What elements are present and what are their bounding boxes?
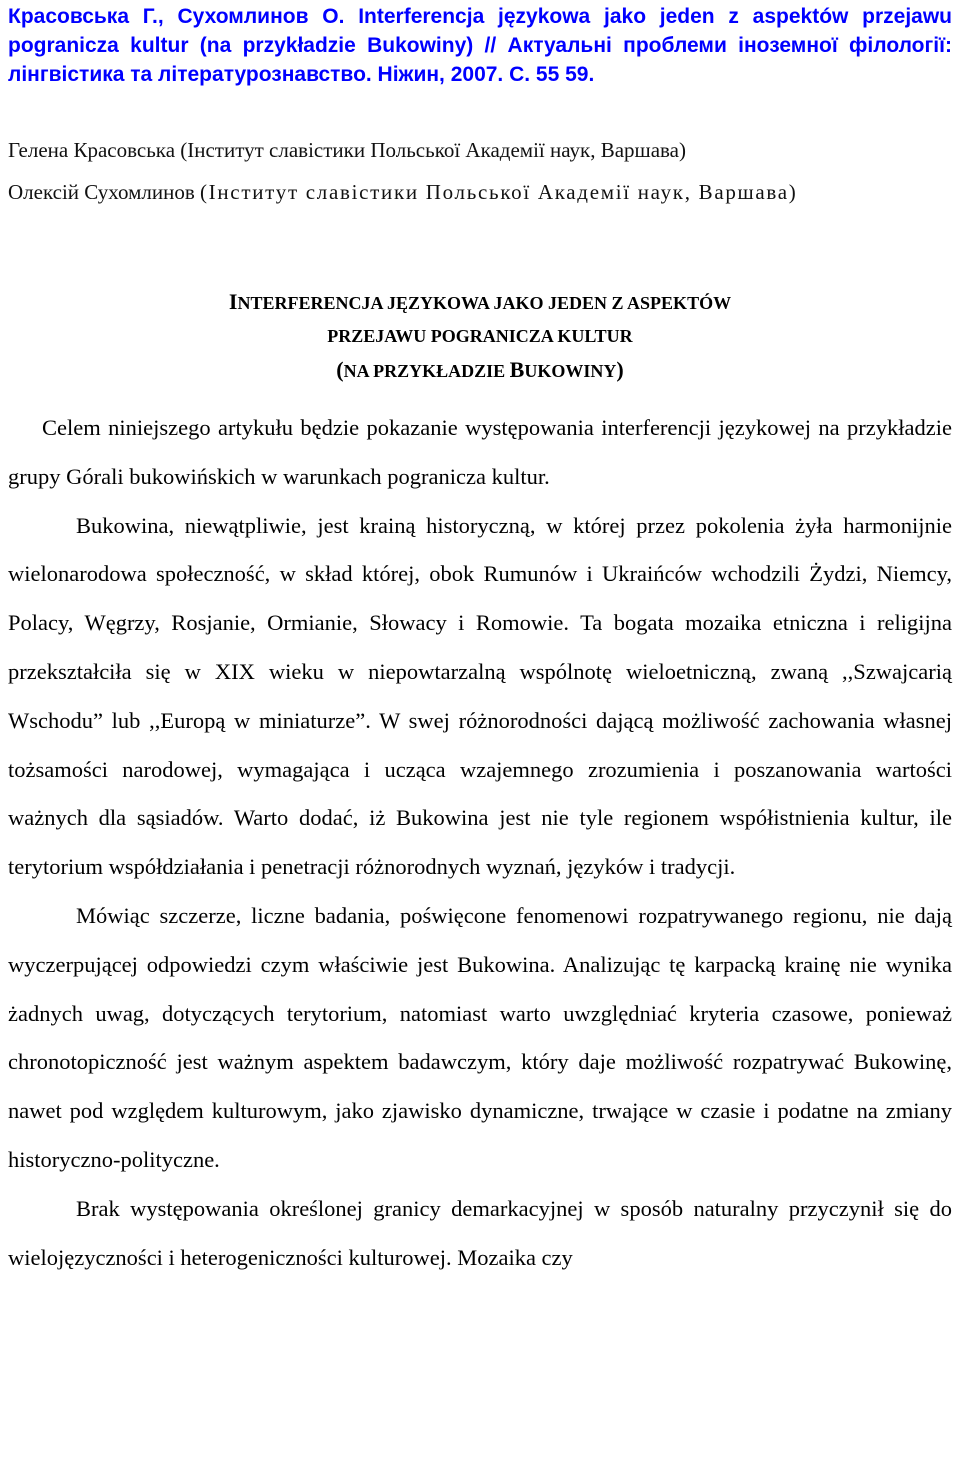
author-line [8, 136, 952, 164]
title-line-2: PRZEJAWU POGRANICZA KULTUR [327, 326, 633, 346]
paragraph: Bukowina, niewątpliwie, jest krainą historyczną, w której przez pokolenia żyła harmonijnie wielonarodowa społeczność, w skład której, obok Rumunów i Ukraińców wchodzili Żydzi, Niemcy, Polacy, Węgrzy, Rosjanie, Ormianie, Słowacy i Romowie. Ta bogata mozaika etniczna i religijna przekształciła się w XIX wieku w niepowtarzalną wspólnotę wieloetniczną, zwaną ,,Szwajcarią Wschodu” lub ,,Europą w miniaturze”. W swej różnorodności dającą możliwość zachowania własnej tożsamości narodowej, wymagająca i ucząca wzajemnego zrozumienia i poszanowania wartości ważnych dla sąsiadów. Warto dodać, iż Bukowina jest nie tyle regionem współistnienia kultur, ile terytorium współdziałania i penetracji różnorodnych wyznań, języków i tradycji. [8, 512, 952, 880]
citation-header: Красовська Г., Сухомлинов О. Interferencja językowa jako jeden z aspektów przejawu pogranicza kultur (na przykładzie Bukowiny) // Актуальні проблеми іноземної філології: лінгвістика та літературознавство. Ніжин, 2007. С. 55 59. [8, 5, 952, 86]
title-line-1: INTERFERENCJA JĘZYKOWA JAKO JEDEN Z ASPEKTÓW [228, 289, 732, 314]
author-affiliation: (Інститут славістики Польської Академії наук, Варшава) [199, 180, 798, 204]
paragraph: Mówiąc szczerze, liczne badania, poświęcone fenomenowi rozpatrywanego regionu, nie dają wyczerpującej odpowiedzi czym właściwie jest Bukowina. Analizując tę karpacką krainę nie wynika żadnych uwag, dotyczących terytorium, natomiast warto uwzględniać kryteria czasowe, ponieważ chronotopiczność jest ważnym aspektem badawczym, który daje możliwość rozpatrywać Bukowinę, nawet pod względem kulturowym, jako zjawisko dynamiczne, trwające w czasie i podatne na zmiany historyczno-polityczne. [8, 902, 952, 1172]
paragraph: Brak występowania określonej granicy demarkacyjnej w sposób naturalny przyczynił się do wielojęzyczności i heterogeniczności kulturowej. Mozaika czy [8, 1195, 952, 1270]
author-line [8, 178, 952, 206]
author-name: Гелена Красовська [8, 138, 176, 162]
paragraph: Celem niniejszego artykułu będzie pokazanie występowania interferencji językowej na przykładzie grupy Górali bukowińskich w warunkach pogranicza kultur. [8, 415, 952, 489]
article-body [8, 404, 952, 1282]
title-line-3: (NA PRZYKŁADZIE BUKOWINY) [336, 357, 624, 382]
article-title [8, 285, 952, 388]
author-affiliation: (Інститут славістики Польської Академії наук, Варшава) [180, 138, 686, 162]
author-name: Олексій Сухомлинов [8, 180, 195, 204]
